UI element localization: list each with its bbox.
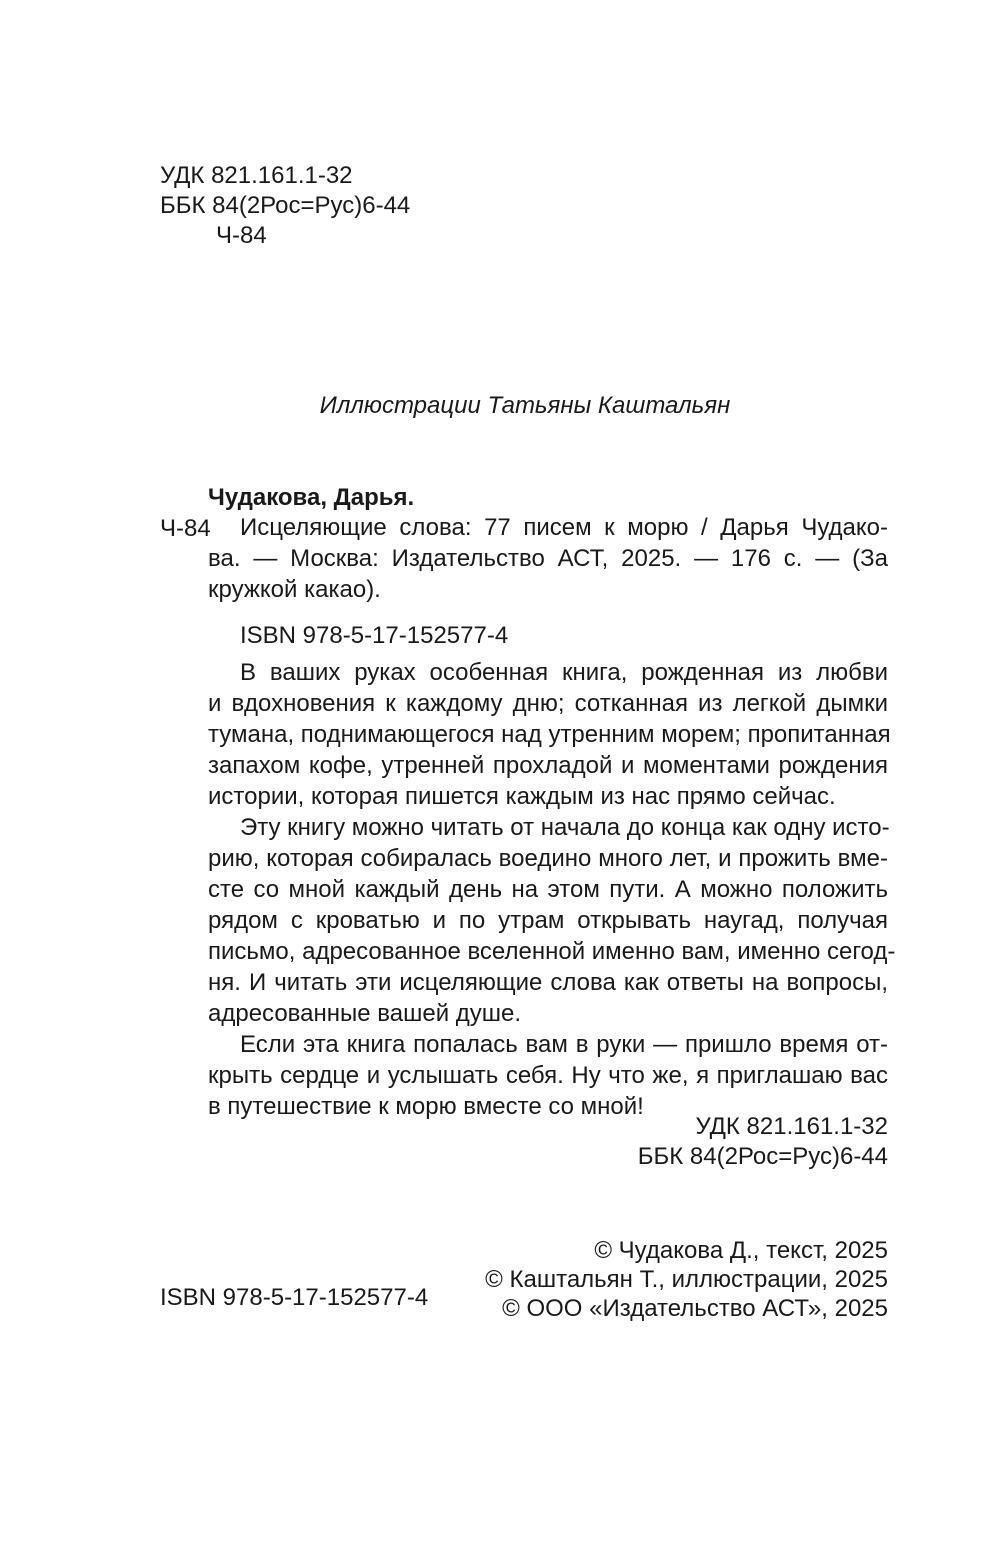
bib-line: кружкой какао). — [208, 576, 381, 603]
annotation-line: истории, которая пишется каждым из нас прямо сейчас. — [208, 783, 836, 810]
udk-code: УДК 821.161.1-32 — [695, 1113, 888, 1140]
annotation-line: крыть сердце и услышать себя. Ну что же, я приглашаю вас — [208, 1062, 888, 1089]
author-code: Ч-84 — [216, 222, 267, 249]
udk-code: УДК 821.161.1-32 — [160, 162, 353, 189]
bib-line: Исцеляющие слова: 77 писем к морю / Дарья Чудако- — [240, 514, 888, 541]
copyright-line: © Чудакова Д., текст, 2025 — [594, 1237, 888, 1264]
annotation-line: рядом с кроватью и по утрам открывать наугад, получая — [208, 907, 888, 934]
isbn-inline: ISBN 978-5-17-152577-4 — [240, 622, 509, 649]
author-name: Чудакова, Дарья. — [208, 484, 415, 511]
illustrator-credit: Иллюстрации Татьяны Каштальян — [319, 392, 731, 419]
annotation-line: Эту книгу можно читать от начала до конца как одну исто- — [240, 814, 890, 841]
annotation-line: сте со мной каждый день на этом пути. А можно положить — [208, 876, 888, 903]
annotation-line: в путешествие к морю вместе со мной! — [208, 1093, 644, 1120]
annotation-line: В ваших руках особенная книга, рожденная из любви — [240, 659, 888, 686]
bib-line: ва. — Москва: Издательство АСТ, 2025. — 176 с. — (За — [208, 545, 888, 572]
isbn-bottom: ISBN 978-5-17-152577-4 — [160, 1284, 429, 1311]
annotation-line: рию, которая собиралась воедино много лет, и прожить вме- — [208, 845, 888, 872]
author-code-inline: Ч-84 — [160, 515, 211, 542]
copyright-line: © Каштальян Т., иллюстрации, 2025 — [485, 1266, 888, 1293]
bbk-code: ББК 84(2Рос=Рус)6-44 — [637, 1143, 888, 1170]
annotation-line: письмо, адресованное вселенной именно вам, именно сегод- — [208, 938, 896, 965]
classification-bottom — [638, 1112, 888, 1172]
annotation-line: запахом кофе, утренней прохладой и моментами рождения — [208, 752, 888, 779]
bibliographic-description — [208, 512, 888, 605]
copyright-block — [485, 1236, 888, 1323]
classification-top — [160, 161, 560, 251]
annotation — [208, 657, 896, 1122]
annotation-line: адресованные вашей душе. — [208, 1000, 522, 1027]
annotation-line: ня. И читать эти исцеляющие слова как ответы на вопросы, — [208, 969, 888, 996]
annotation-line: Если эта книга попалась вам в руки — пришло время от- — [240, 1031, 888, 1058]
annotation-line: тумана, поднимающегося над утренним морем; пропитанная — [208, 721, 891, 748]
annotation-line: и вдохновения к каждому дню; сотканная из легкой дымки — [208, 690, 888, 717]
copyright-line: © ООО «Издательство АСТ», 2025 — [502, 1295, 888, 1322]
bbk-code: ББК 84(2Рос=Рус)6-44 — [160, 192, 411, 219]
